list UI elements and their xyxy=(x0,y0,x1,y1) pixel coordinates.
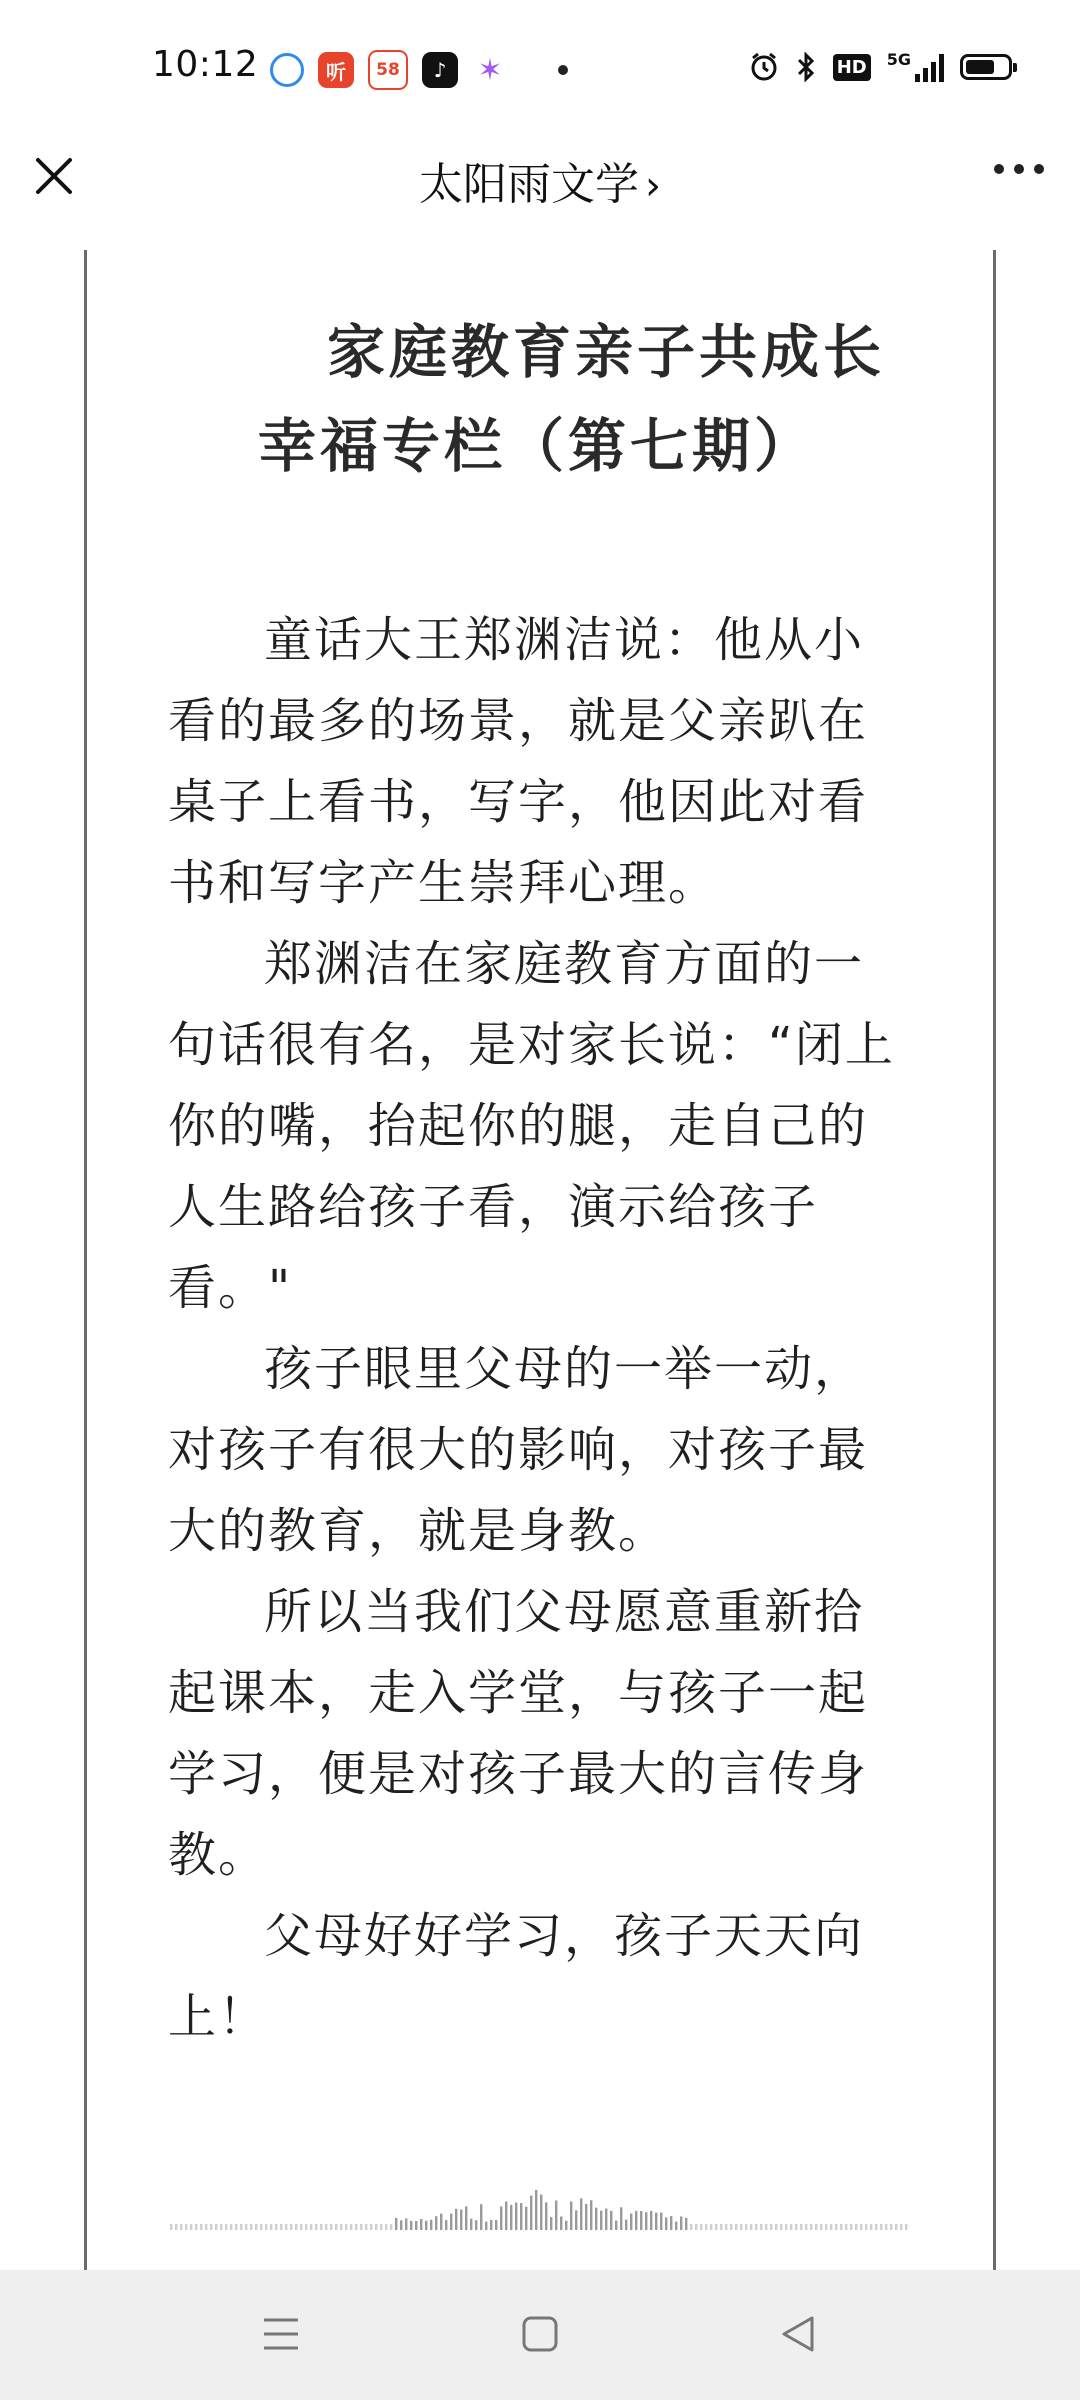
paragraph: 童话大王郑渊洁说：他从小看的最多的场景，就是父亲趴在桌子上看书，写字，他因此对看书和写字产生崇拜心理。 xyxy=(168,612,869,911)
paragraph: 所以当我们父母愿意重新拾起课本，走入学堂，与孩子一起学习，便是对孩子最大的言传身教。 xyxy=(168,1584,869,1883)
douyin-app-icon: ♪ xyxy=(422,52,458,88)
paragraph: 父母好好学习，孩子天天向上！ xyxy=(168,1908,865,2045)
home-icon[interactable] xyxy=(522,2316,558,2352)
article-body xyxy=(168,600,910,2058)
network-type-label: 5G xyxy=(886,50,911,69)
battery-level xyxy=(966,60,994,74)
menu-icon[interactable] xyxy=(262,2316,300,2352)
status-time: 10:12 xyxy=(152,44,259,85)
alarm-icon xyxy=(749,52,779,82)
bluetooth-icon xyxy=(795,52,817,82)
signal-icon xyxy=(915,52,944,82)
ting-app-icon: 听 xyxy=(318,52,354,88)
status-indicators xyxy=(749,52,1012,82)
hd-badge: HD xyxy=(833,54,871,81)
more-icon[interactable] xyxy=(994,164,1044,174)
back-icon[interactable] xyxy=(778,2314,818,2354)
audio-waveform-icon xyxy=(170,2190,910,2240)
notification-dot-icon xyxy=(558,65,568,75)
browser-app-icon xyxy=(270,53,304,87)
paragraph: 郑渊洁在家庭教育方面的一句话很有名，是对家长说：“闭上你的嘴，抬起你的腿，走自己的人生路给孩子看，演示给孩子看。" xyxy=(168,936,895,1316)
battery-icon xyxy=(960,54,1012,80)
article-title-line-1: 家庭教育亲子共成长 xyxy=(327,318,886,386)
account-title: 太阳雨文学 xyxy=(419,159,639,210)
status-bar xyxy=(0,0,1080,140)
chevron-right-icon: › xyxy=(645,163,661,209)
status-app-icons xyxy=(270,50,568,90)
account-title-link[interactable] xyxy=(0,148,1080,212)
article-title xyxy=(170,305,930,493)
star-app-icon: ✶ xyxy=(472,52,508,88)
article-title-line-2: 幸福专栏（第七期） xyxy=(258,412,817,480)
58-app-icon: 58 xyxy=(368,50,408,90)
paragraph: 孩子眼里父母的一举一动，对孩子有很大的影响，对孩子最大的教育，就是身教。 xyxy=(168,1341,869,1559)
